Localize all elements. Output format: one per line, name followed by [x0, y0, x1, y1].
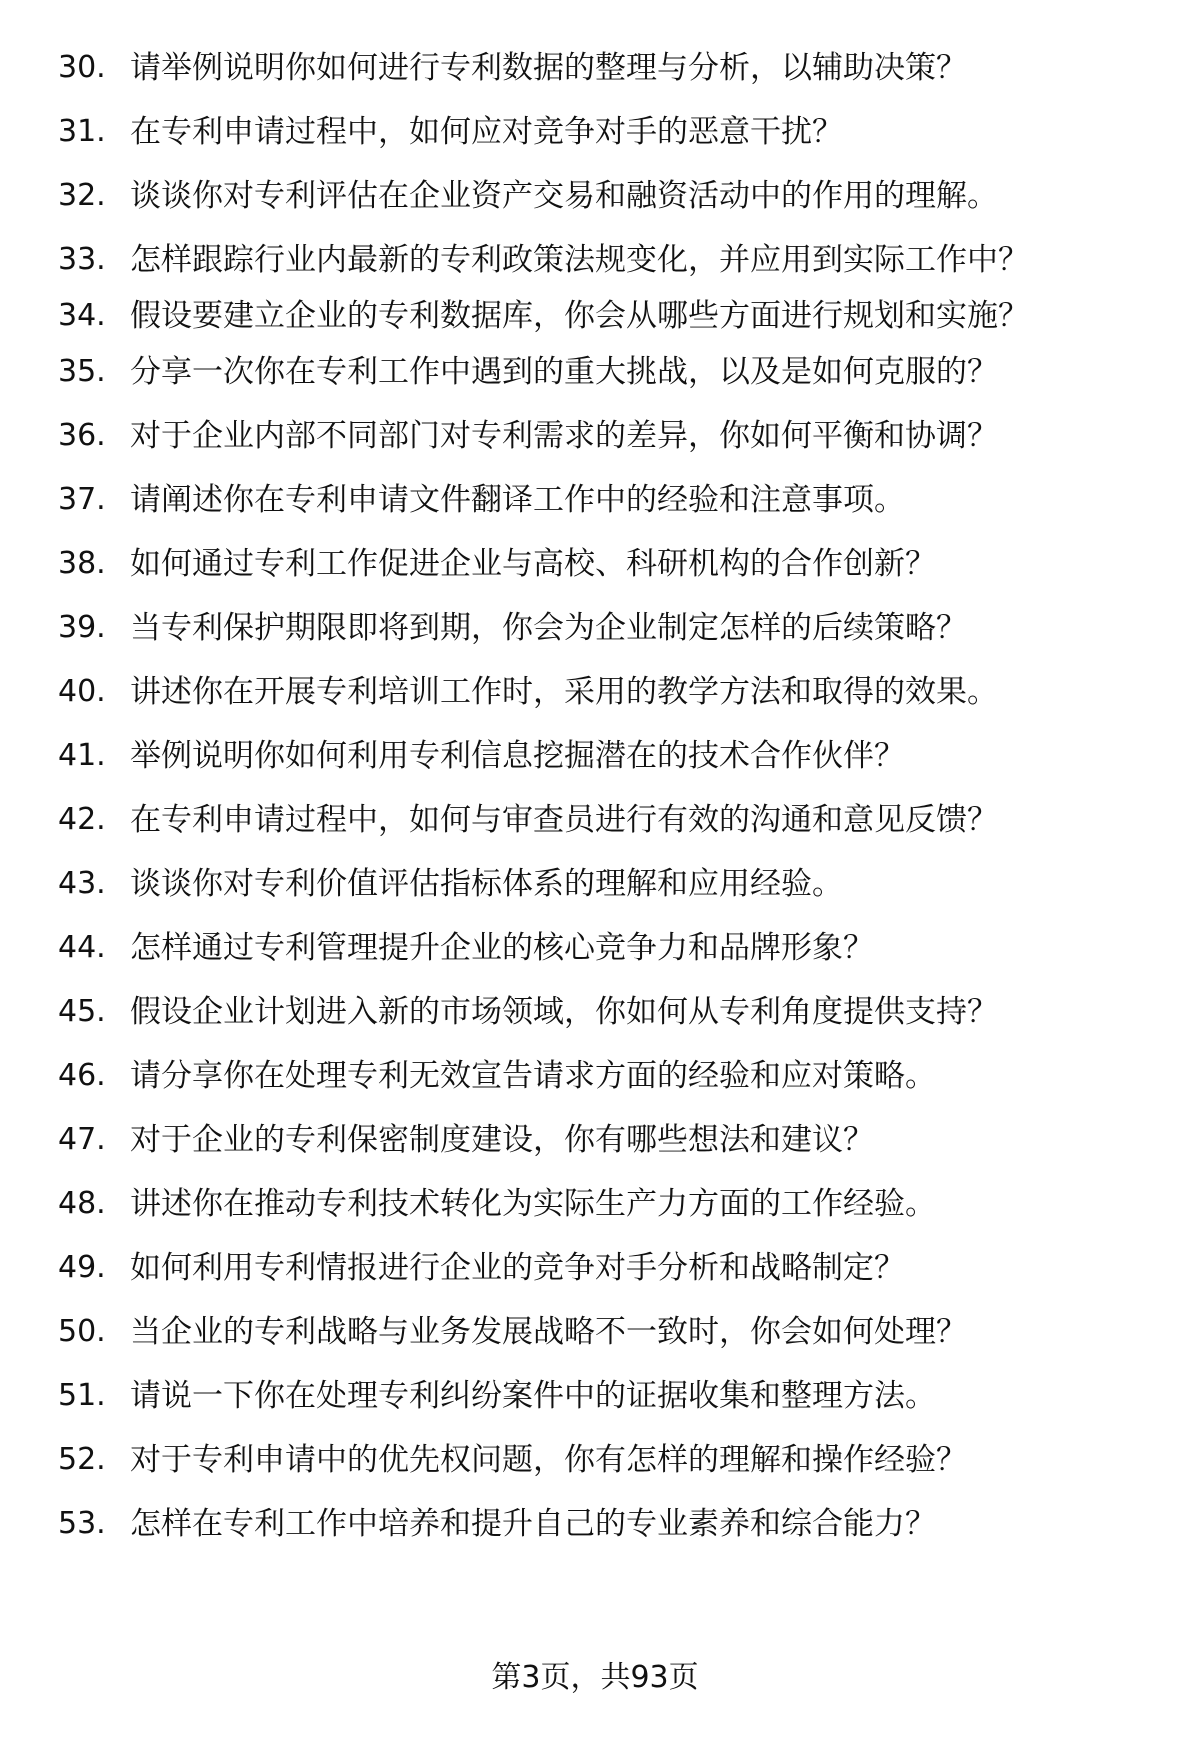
question-item	[0, 1504, 1190, 1544]
question-number: 47.	[58, 1122, 106, 1157]
question-item	[0, 1440, 1190, 1480]
question-item	[0, 672, 1190, 712]
question-number: 35.	[58, 354, 106, 389]
question-number: 52.	[58, 1442, 106, 1477]
question-text: 在专利申请过程中，如何与审查员进行有效的沟通和意见反馈？	[130, 802, 998, 838]
question-number: 41.	[58, 738, 106, 773]
question-text: 请阐述你在专利申请文件翻译工作中的经验和注意事项。	[130, 482, 905, 518]
question-number: 50.	[58, 1314, 106, 1349]
question-item	[0, 1120, 1190, 1160]
question-number: 31.	[58, 114, 106, 149]
question-text: 请分享你在处理专利无效宣告请求方面的经验和应对策略。	[130, 1058, 936, 1094]
question-text: 举例说明你如何利用专利信息挖掘潜在的技术合作伙伴？	[130, 738, 905, 774]
question-number: 40.	[58, 674, 106, 709]
question-item	[0, 736, 1190, 776]
question-text: 对于企业的专利保密制度建设，你有哪些想法和建议？	[130, 1122, 874, 1158]
question-number: 37.	[58, 482, 106, 517]
question-number: 39.	[58, 610, 106, 645]
question-text: 如何通过专利工作促进企业与高校、科研机构的合作创新？	[130, 546, 936, 582]
page-footer: 第3页，共93页	[491, 1660, 699, 1695]
question-number: 48.	[58, 1186, 106, 1221]
question-text: 谈谈你对专利评估在企业资产交易和融资活动中的作用的理解。	[130, 178, 998, 214]
question-text: 当企业的专利战略与业务发展战略不一致时，你会如何处理？	[130, 1314, 967, 1350]
question-text: 假设企业计划进入新的市场领域，你如何从专利角度提供支持？	[130, 994, 998, 1030]
question-number: 53.	[58, 1506, 106, 1541]
question-item	[0, 352, 1190, 392]
question-number: 43.	[58, 866, 106, 901]
question-number: 34.	[58, 298, 106, 333]
question-text: 在专利申请过程中，如何应对竞争对手的恶意干扰？	[130, 114, 843, 150]
question-number: 46.	[58, 1058, 106, 1093]
question-text: 对于企业内部不同部门对专利需求的差异，你如何平衡和协调？	[130, 418, 998, 454]
question-text: 讲述你在推动专利技术转化为实际生产力方面的工作经验。	[130, 1186, 936, 1222]
question-item	[0, 416, 1190, 456]
question-number: 32.	[58, 178, 106, 213]
question-text: 当专利保护期限即将到期，你会为企业制定怎样的后续策略？	[130, 610, 967, 646]
question-item	[0, 864, 1190, 904]
question-item	[0, 992, 1190, 1032]
question-text: 怎样通过专利管理提升企业的核心竞争力和品牌形象？	[130, 930, 874, 966]
question-item	[0, 1312, 1190, 1352]
question-item	[0, 480, 1190, 520]
question-item	[0, 800, 1190, 840]
question-text: 讲述你在开展专利培训工作时，采用的教学方法和取得的效果。	[130, 674, 998, 710]
question-text: 请说一下你在处理专利纠纷案件中的证据收集和整理方法。	[130, 1378, 936, 1414]
question-list	[0, 48, 1190, 1568]
question-text: 假设要建立企业的专利数据库，你会从哪些方面进行规划和实施？	[130, 298, 1029, 334]
question-number: 45.	[58, 994, 106, 1029]
question-text: 请举例说明你如何进行专利数据的整理与分析，以辅助决策？	[130, 50, 967, 86]
question-number: 36.	[58, 418, 106, 453]
question-number: 42.	[58, 802, 106, 837]
question-number: 38.	[58, 546, 106, 581]
question-text: 分享一次你在专利工作中遇到的重大挑战，以及是如何克服的？	[130, 354, 998, 390]
question-text: 怎样跟踪行业内最新的专利政策法规变化，并应用到实际工作中？	[130, 242, 1029, 278]
question-item	[0, 1376, 1190, 1416]
question-item	[0, 928, 1190, 968]
question-item	[0, 1056, 1190, 1096]
question-item	[0, 176, 1190, 216]
question-item	[0, 48, 1190, 88]
question-item	[0, 1184, 1190, 1224]
question-item	[0, 544, 1190, 584]
question-item	[0, 240, 1190, 280]
question-item	[0, 296, 1190, 336]
question-item	[0, 608, 1190, 648]
question-number: 49.	[58, 1250, 106, 1285]
question-text: 怎样在专利工作中培养和提升自己的专业素养和综合能力？	[130, 1506, 936, 1542]
question-number: 33.	[58, 242, 106, 277]
question-number: 44.	[58, 930, 106, 965]
question-item	[0, 1248, 1190, 1288]
question-number: 30.	[58, 50, 106, 85]
question-text: 如何利用专利情报进行企业的竞争对手分析和战略制定？	[130, 1250, 905, 1286]
question-text: 谈谈你对专利价值评估指标体系的理解和应用经验。	[130, 866, 843, 902]
question-number: 51.	[58, 1378, 106, 1413]
question-text: 对于专利申请中的优先权问题，你有怎样的理解和操作经验？	[130, 1442, 967, 1478]
question-item	[0, 112, 1190, 152]
